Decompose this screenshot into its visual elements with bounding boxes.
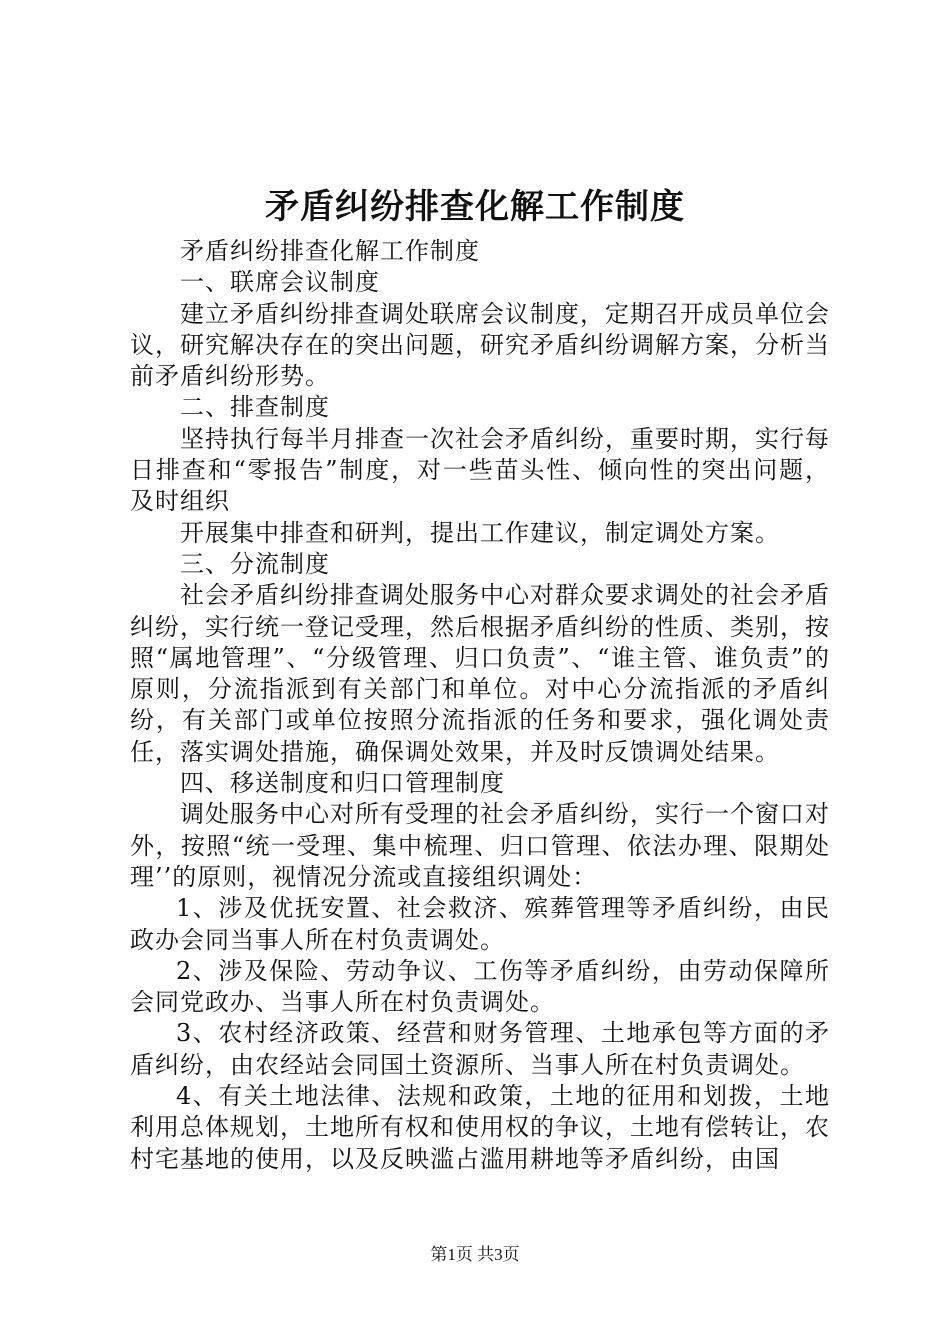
list-item: 3、农村经济政策、经营和财务管理、土地承包等方面的矛盾纠纷，由农经站会同国土资源所、当事人所在村负责调处。 [130,1019,830,1079]
section-heading-3: 三、分流制度 [180,549,330,578]
paragraph: 开展集中排查和研判，提出工作建议，制定调处方案。 [180,518,780,547]
page-footer: 第1页 共3页 [430,1245,520,1264]
section-heading-1: 一、联席会议制度 [180,268,380,297]
paragraph-subtitle: 矛盾纠纷排查化解工作制度 [180,237,480,265]
section-heading-2: 二、排查制度 [180,393,330,422]
paragraph: 调处服务中心对所有受理的社会矛盾纠纷，实行一个窗口对外，按照“统一受理、集中梳理、归口管理、依法办理、限期处理’’的原则，视情况分流或直接组织调处： [130,800,830,891]
section-heading-4: 四、移送制度和归口管理制度 [180,769,505,798]
paragraph: 社会矛盾纠纷排查调处服务中心对群众要求调处的社会矛盾纠纷，实行统一登记受理，然后根据矛盾纠纷的性质、类别，按照“属地管理”、“分级管理、归口负责”、“谁主管、谁负责”的原则，分流指派到有关部门和单位。对中心分流指派的矛盾纠纷，有关部门或单位按照分流指派的任务和要求，强化调处责任，落实调处措施，确保调处效果，并及时反馈调处结果。 [130,581,830,766]
list-item: 1、涉及优抚安置、社会救济、殡葬管理等矛盾纠纷，由民政办会同当事人所在村负责调处。 [130,894,830,954]
document-title: 矛盾纠纷排查化解工作制度 [265,187,685,227]
paragraph: 建立矛盾纠纷排查调处联席会议制度，定期召开成员单位会议，研究解决存在的突出问题，研究矛盾纠纷调解方案，分析当前矛盾纠纷形势。 [130,299,830,391]
list-item: 4、有关土地法律、法规和政策，土地的征用和划拨，土地利用总体规划，土地所有权和使用权的争议，土地有偿转让，农村宅基地的使用，以及反映滥占滥用耕地等矛盾纠纷，由国 [130,1082,830,1173]
list-item: 2、涉及保险、劳动争议、工伤等矛盾纠纷，由劳动保障所会同党政办、当事人所在村负责调处。 [130,956,830,1017]
document-body [130,236,830,1175]
paragraph: 坚持执行每半月排查一次社会矛盾纠纷，重要时期，实行每日排查和“零报告”制度，对一些苗头性、倾向性的突出问题，及时组织 [130,424,830,516]
